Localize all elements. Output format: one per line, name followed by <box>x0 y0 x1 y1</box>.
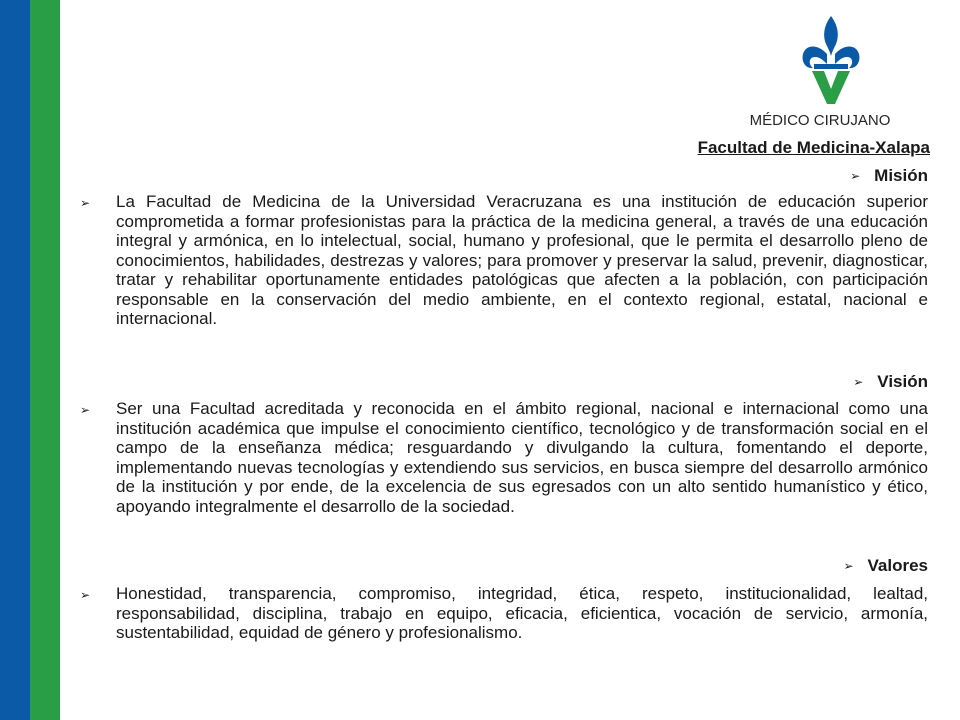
heading-label: Misión <box>874 166 928 185</box>
subtitle: MÉDICO CIRUJANO <box>749 112 891 129</box>
paragraph-text: Ser una Facultad acreditada y reconocida en el ámbito regional, nacional e internacional como una institución académica que impulse el conocimiento científico, tecnológico y de transformación social en el campo de la enseñanza médica; resguardando y divulgando la cultura, fomentando el deporte, implementando nuevas tecnologías y extendiendo sus servicios, en busca siempre del desarrollo armónico de la institución y por ende, de la excelencia de sus egresados con un alto sentido humanístico y ético, apoyando integralmente el desarrollo de la sociedad. <box>116 399 928 516</box>
arrow-bullet-icon: ➢ <box>80 196 91 210</box>
paragraph-vision <box>80 399 928 516</box>
left-green-stripe <box>30 0 60 720</box>
heading-label: Valores <box>867 556 928 575</box>
paragraph-text: La Facultad de Medicina de la Universidad Veracruzana es una institución de educación superior comprometida a formar profesionistas para la práctica de la medicina general, a través de una educación integral y armónica, en lo intelectual, social, humano y profesional, que le permita el desarrollo pleno de conocimientos, habilidades, destrezas y valores; para promover y preservar la salud, prevenir, diagnosticar, tratar y rehabilitar oportunamente entidades patológicas que afecten a la población, con participación responsable en la conservación del medio ambiente, en el contexto regional, estatal, nacional e internacional. <box>116 192 928 328</box>
arrow-bullet-icon: ➢ <box>853 375 864 389</box>
arrow-bullet-icon: ➢ <box>850 169 861 183</box>
paragraph-valores <box>80 584 928 643</box>
heading-vision <box>853 372 928 392</box>
paragraph-text: Honestidad, transparencia, compromiso, integridad, ética, respeto, institucionalidad, lealtad, responsabilidad, disciplina, trabajo en equipo, eficacia, eficientica, vocación de servicio, armonía, sustentabilidad, equidad de género y profesionalismo. <box>116 584 928 642</box>
heading-label: Visión <box>877 372 928 391</box>
left-blue-stripe <box>0 0 30 720</box>
arrow-bullet-icon: ➢ <box>80 403 91 417</box>
arrow-bullet-icon: ➢ <box>843 559 854 573</box>
heading-valores <box>843 556 928 576</box>
heading-mision <box>850 166 928 186</box>
paragraph-mision <box>80 192 928 329</box>
arrow-bullet-icon: ➢ <box>80 588 91 602</box>
page-title: Facultad de Medicina-Xalapa <box>697 138 930 157</box>
uv-fleur-de-lis-logo-icon <box>800 14 862 106</box>
